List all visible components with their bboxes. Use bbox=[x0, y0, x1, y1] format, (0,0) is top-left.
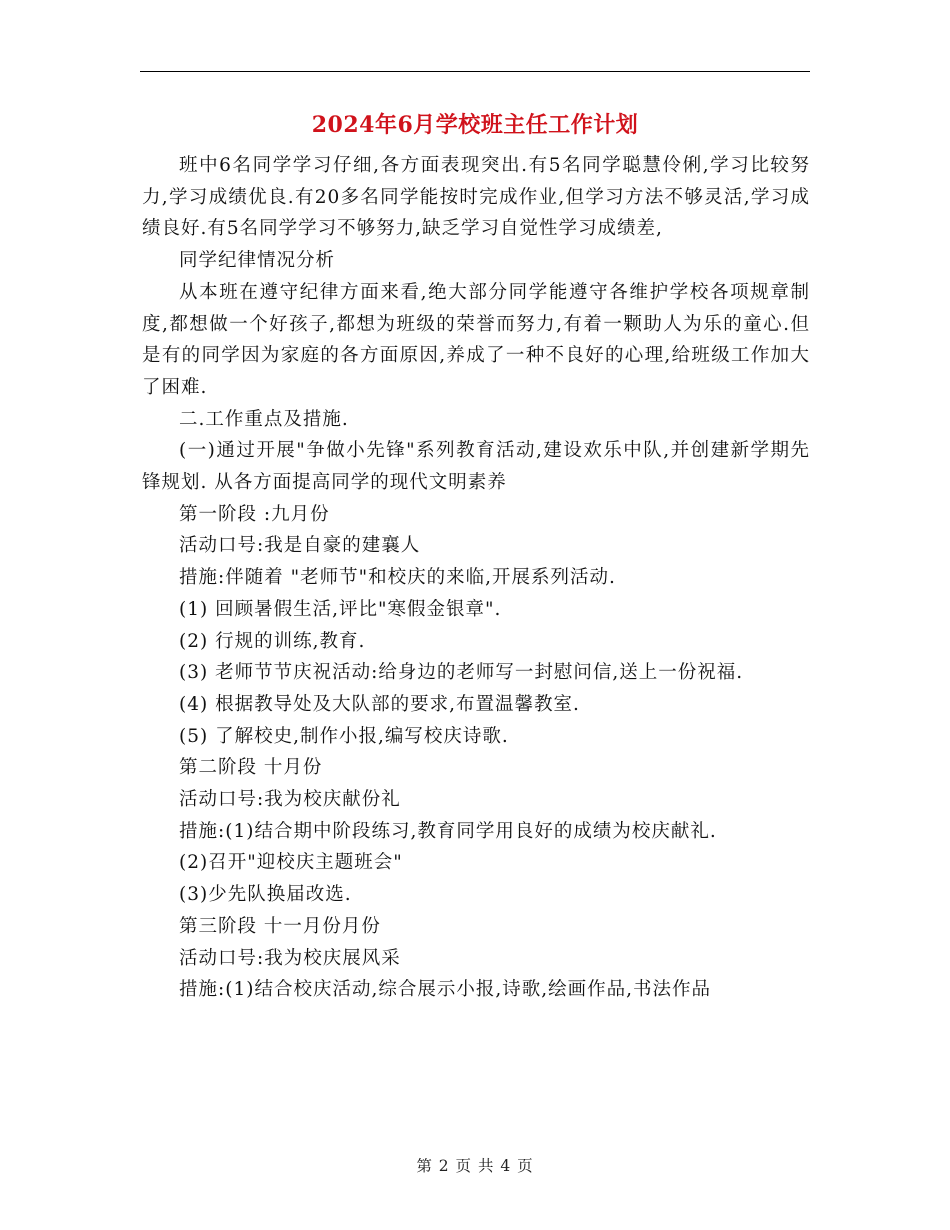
list-item: (3)少先队换届改选. bbox=[179, 884, 352, 906]
paragraph-study-overview: 班中6名同学学习仔细,各方面表现突出.有5名同学聪慧伶俐,学习比较努力,学习成绩优良.有20多名同学能按时完成作业,但学习方法不够灵活,学习成绩良好.有5名同学学习不够努力,缺乏学习自觉性学习成绩差, bbox=[142, 155, 810, 240]
stage-two-measures: 措施:(1)结合期中阶段练习,教育同学用良好的成绩为校庆献礼. bbox=[179, 820, 717, 842]
list-item: (5) 了解校史,制作小报,编写校庆诗歌. bbox=[179, 725, 509, 747]
stage-one-heading: 第一阶段 :九月份 bbox=[179, 503, 330, 525]
list-item: (1) 回顾暑假生活,评比"寒假金银章". bbox=[179, 598, 502, 620]
page-number: 第 2 页 共 4 页 bbox=[416, 1157, 534, 1175]
stage-one-measures: 措施:伴随着 "老师节"和校庆的来临,开展系列活动. bbox=[179, 567, 616, 589]
document-body bbox=[142, 150, 810, 1006]
header-rule bbox=[140, 71, 810, 72]
document-title: 2024年6月学校班主任工作计划 bbox=[311, 112, 639, 138]
list-item: (2)召开"迎校庆主题班会" bbox=[179, 852, 403, 874]
paragraph-discipline: 从本班在遵守纪律方面来看,绝大部分同学能遵守各维护学校各项规章制度,都想做一个好孩子,都想为班级的荣誉而努力,有着一颗助人为乐的童心.但是有的同学因为家庭的各方面原因,养成了一种不良好的心理,给班级工作加大了困难. bbox=[142, 281, 810, 398]
stage-two-slogan: 活动口号:我为校庆献份礼 bbox=[179, 789, 401, 811]
section-heading-discipline: 同学纪律情况分析 bbox=[179, 250, 336, 272]
paragraph-pioneer-activity: (一)通过开展"争做小先锋"系列教育活动,建设欢乐中队,并创建新学期先锋规划. 从各方面提高同学的现代文明素养 bbox=[142, 440, 810, 494]
stage-three-slogan: 活动口号:我为校庆展风采 bbox=[179, 947, 401, 969]
stage-three-heading: 第三阶段 十一月份月份 bbox=[179, 915, 381, 937]
list-item: (2) 行规的训练,教育. bbox=[179, 630, 366, 652]
list-item: (3) 老师节节庆祝活动:给身边的老师写一封慰问信,送上一份祝福. bbox=[179, 662, 744, 684]
section-heading-work-focus: 二.工作重点及措施. bbox=[179, 408, 349, 430]
stage-three-measures: 措施:(1)结合校庆活动,综合展示小报,诗歌,绘画作品,书法作品 bbox=[179, 979, 711, 1001]
list-item: (4) 根据教导处及大队部的要求,布置温馨教室. bbox=[179, 693, 580, 715]
stage-one-slogan: 活动口号:我是自豪的建襄人 bbox=[179, 535, 421, 557]
stage-two-heading: 第二阶段 十月份 bbox=[179, 757, 323, 779]
